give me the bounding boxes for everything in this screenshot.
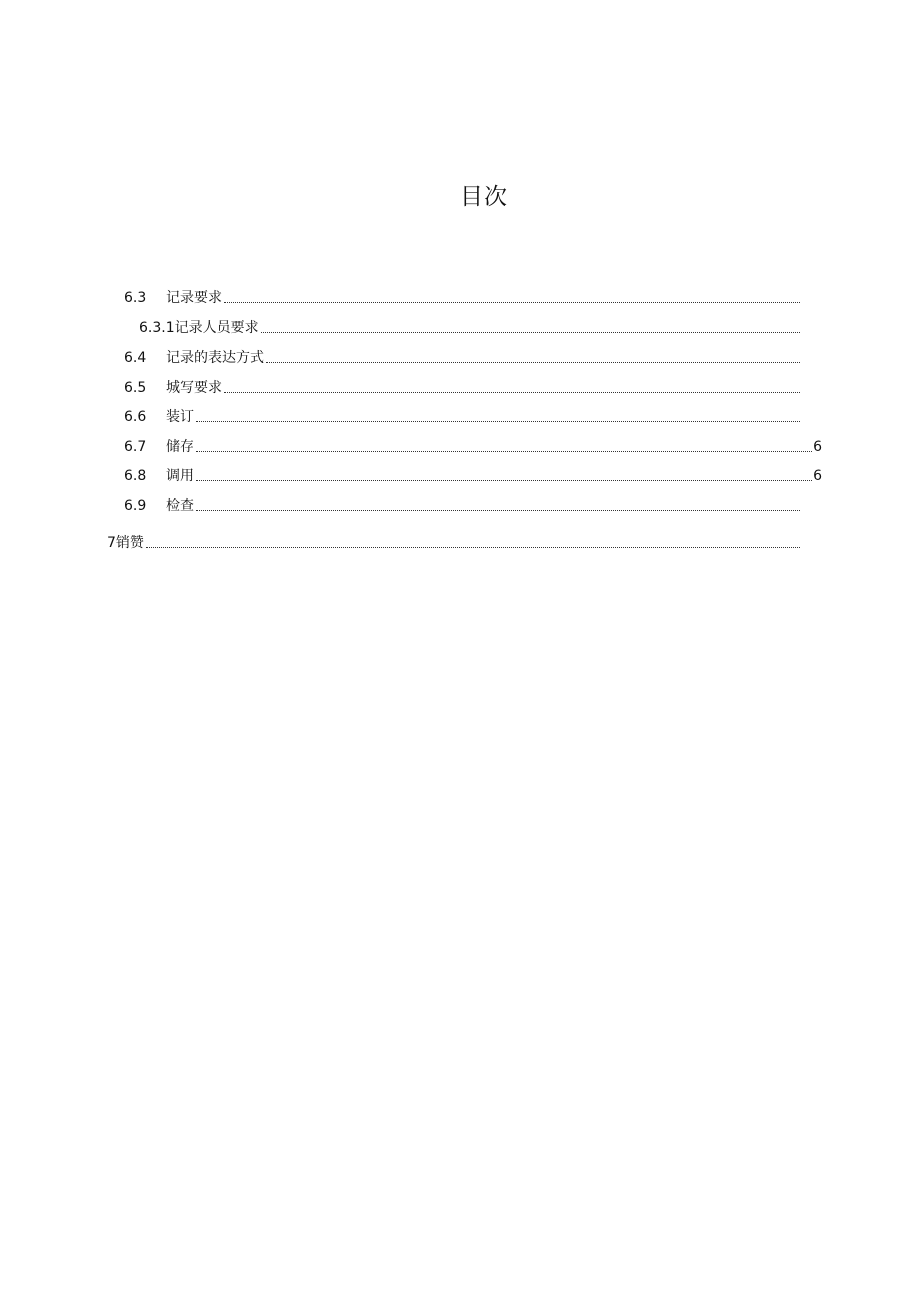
page-title: 目次: [460, 184, 508, 210]
toc-entry-number: 6.8: [124, 468, 147, 484]
toc-entry[interactable]: [124, 348, 801, 368]
toc-leader-dots: [196, 421, 800, 422]
toc-entry-number: 6.5: [124, 380, 147, 396]
toc-entry-text: 储存: [166, 439, 194, 455]
toc-leader-dots: [261, 332, 800, 333]
toc-entry[interactable]: [124, 466, 822, 486]
toc-leader-dots: [196, 480, 812, 481]
toc-entry-number: 6.3: [124, 290, 147, 306]
toc-entry[interactable]: [124, 407, 801, 427]
toc-entry-page: 6: [813, 439, 822, 455]
toc-entry-page: 6: [813, 468, 822, 484]
toc-entry-text: 调用: [166, 468, 194, 484]
toc-entry-text: 销赞: [115, 535, 144, 551]
toc-leader-dots: [196, 510, 800, 511]
toc-entry-number: 6.4: [124, 350, 147, 366]
toc-leader-dots: [224, 302, 800, 303]
toc-entry-number: 6.3.1: [139, 320, 175, 336]
toc-entry-number: 6.6: [124, 409, 147, 425]
toc-entry-number: 6.7: [124, 439, 147, 455]
toc-leader-dots: [146, 547, 800, 548]
toc-leader-dots: [224, 392, 800, 393]
toc-entry-text: 检查: [166, 498, 194, 514]
toc-leader-dots: [196, 451, 812, 452]
toc-entry-text: 记录要求: [166, 290, 222, 306]
toc-entry[interactable]: [124, 437, 822, 457]
toc-entry[interactable]: [124, 378, 801, 398]
toc-entry-text: 城写要求: [166, 380, 222, 396]
toc-entry-number: 7: [107, 535, 116, 551]
toc-entry[interactable]: [124, 288, 801, 308]
toc-entry[interactable]: [139, 318, 801, 338]
toc-entry-text: 记录的表达方式: [166, 350, 264, 366]
toc-entry[interactable]: [124, 496, 801, 516]
toc-entry-text: 装订: [166, 409, 194, 425]
toc-entry[interactable]: [107, 533, 801, 553]
toc-entry-text: 记录人员要求: [174, 320, 259, 336]
toc-entry-number: 6.9: [124, 498, 147, 514]
toc-leader-dots: [266, 362, 800, 363]
